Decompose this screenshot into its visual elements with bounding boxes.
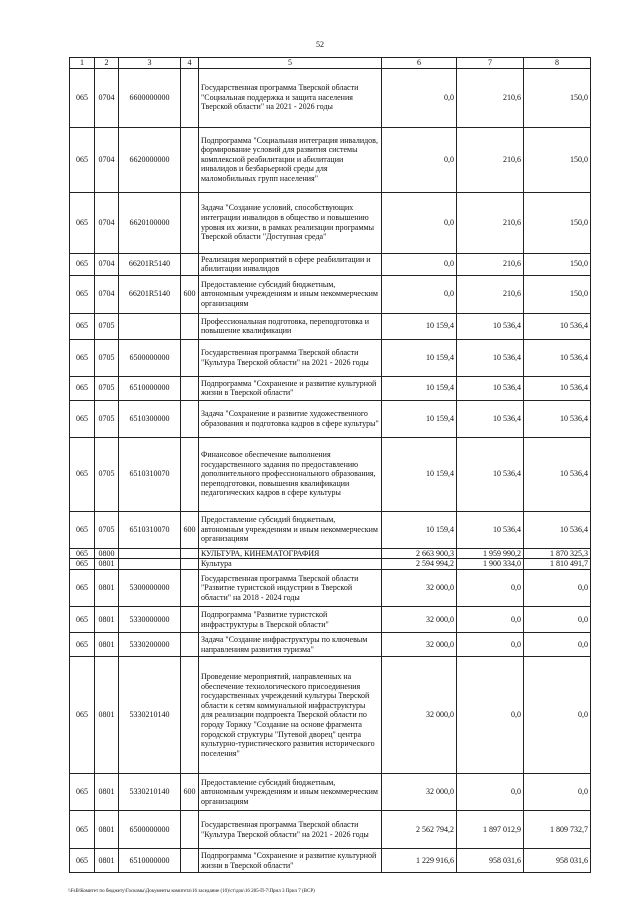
cell-name: Государственная программа Тверской области "Культура Тверской области" на 2021 - 2026 годы	[199, 811, 382, 849]
cell-value-col6: 32 000,0	[382, 570, 457, 607]
cell-section-code: 0801	[95, 849, 119, 873]
table-row	[70, 811, 591, 849]
cell-expense-type	[181, 849, 199, 873]
cell-value-col7: 210,6	[457, 68, 524, 127]
cell-value-col8: 1 810 491,7	[524, 559, 591, 570]
table-row	[70, 511, 591, 548]
cell-value-col7: 0,0	[457, 607, 524, 633]
cell-value-col7: 0,0	[457, 657, 524, 774]
cell-section-code: 0705	[95, 437, 119, 511]
cell-expense-type	[181, 548, 199, 559]
cell-value-col6: 0,0	[382, 68, 457, 127]
cell-value-col7: 10 536,4	[457, 376, 524, 400]
cell-target-code: 6510310070	[119, 511, 181, 548]
cell-value-col8: 958 031,6	[524, 849, 591, 873]
cell-section-code: 0801	[95, 570, 119, 607]
cell-section-code: 0801	[95, 607, 119, 633]
cell-value-col7: 210,6	[457, 253, 524, 275]
cell-target-code: 66201R5140	[119, 275, 181, 313]
cell-admin-code: 065	[70, 570, 95, 607]
cell-value-col8: 1 870 325,3	[524, 548, 591, 559]
cell-target-code: 5330210140	[119, 774, 181, 811]
cell-target-code	[119, 313, 181, 339]
column-number: 7	[457, 58, 524, 69]
cell-value-col8: 10 536,4	[524, 339, 591, 376]
cell-value-col7: 10 536,4	[457, 437, 524, 511]
cell-name: Предоставление субсидий бюджетным, автономным учреждениям и иным некоммерческим организациям	[199, 774, 382, 811]
cell-section-code: 0704	[95, 127, 119, 192]
cell-admin-code: 065	[70, 376, 95, 400]
cell-name: Реализация мероприятий в сфере реабилитации и абилитации инвалидов	[199, 253, 382, 275]
cell-value-col6: 2 562 794,2	[382, 811, 457, 849]
cell-target-code: 5300000000	[119, 570, 181, 607]
column-number: 1	[70, 58, 95, 69]
cell-expense-type	[181, 127, 199, 192]
cell-value-col8: 0,0	[524, 657, 591, 774]
table-row	[70, 657, 591, 774]
cell-value-col6: 10 159,4	[382, 400, 457, 437]
table-row	[70, 633, 591, 657]
cell-value-col8: 10 536,4	[524, 511, 591, 548]
cell-value-col7: 1 897 012,9	[457, 811, 524, 849]
table-row	[70, 127, 591, 192]
cell-admin-code: 065	[70, 437, 95, 511]
cell-section-code: 0801	[95, 633, 119, 657]
table-row	[70, 570, 591, 607]
cell-admin-code: 065	[70, 253, 95, 275]
cell-section-code: 0704	[95, 275, 119, 313]
cell-name: Подпрограмма "Сохранение и развитие культурной жизни в Тверской области"	[199, 849, 382, 873]
cell-value-col6: 2 663 900,3	[382, 548, 457, 559]
cell-section-code: 0704	[95, 68, 119, 127]
cell-section-code: 0801	[95, 657, 119, 774]
cell-admin-code: 065	[70, 339, 95, 376]
table-row	[70, 607, 591, 633]
cell-target-code: 6510000000	[119, 376, 181, 400]
cell-admin-code: 065	[70, 68, 95, 127]
column-number: 5	[199, 58, 382, 69]
cell-section-code: 0705	[95, 376, 119, 400]
cell-value-col8: 0,0	[524, 774, 591, 811]
cell-section-code: 0705	[95, 400, 119, 437]
table-header-row	[70, 58, 591, 69]
cell-name: Государственная программа Тверской области "Социальная поддержка и защита населения Тверской области" на 2021 - 2026 годы	[199, 68, 382, 127]
table-row	[70, 437, 591, 511]
cell-target-code: 66201R5140	[119, 253, 181, 275]
cell-value-col8: 150,0	[524, 127, 591, 192]
table-row	[70, 849, 591, 873]
cell-name: Подпрограмма "Сохранение и развитие культурной жизни в Тверской области"	[199, 376, 382, 400]
page-number: 52	[316, 40, 324, 49]
cell-target-code	[119, 548, 181, 559]
cell-name: Культура	[199, 559, 382, 570]
cell-name: КУЛЬТУРА, КИНЕМАТОГРАФИЯ	[199, 548, 382, 559]
cell-value-col7: 210,6	[457, 275, 524, 313]
cell-value-col7: 0,0	[457, 633, 524, 657]
cell-expense-type	[181, 192, 199, 253]
column-number: 2	[95, 58, 119, 69]
cell-section-code: 0705	[95, 313, 119, 339]
cell-expense-type: 600	[181, 275, 199, 313]
column-number: 4	[181, 58, 199, 69]
cell-value-col7: 210,6	[457, 192, 524, 253]
cell-target-code: 6620100000	[119, 192, 181, 253]
cell-expense-type	[181, 570, 199, 607]
cell-value-col7: 1 900 334,0	[457, 559, 524, 570]
table-row	[70, 313, 591, 339]
cell-value-col6: 10 159,4	[382, 437, 457, 511]
cell-admin-code: 065	[70, 633, 95, 657]
table-row	[70, 275, 591, 313]
cell-value-col7: 1 959 990,2	[457, 548, 524, 559]
cell-value-col8: 1 809 732,7	[524, 811, 591, 849]
column-number: 6	[382, 58, 457, 69]
table-row	[70, 192, 591, 253]
cell-expense-type	[181, 313, 199, 339]
cell-value-col8: 10 536,4	[524, 400, 591, 437]
cell-name: Государственная программа Тверской области "Культура Тверской области" на 2021 - 2026 годы	[199, 339, 382, 376]
cell-expense-type: 600	[181, 774, 199, 811]
cell-value-col6: 0,0	[382, 253, 457, 275]
cell-name: Профессиональная подготовка, переподготовка и повышение квалификации	[199, 313, 382, 339]
cell-value-col6: 0,0	[382, 127, 457, 192]
cell-admin-code: 065	[70, 607, 95, 633]
cell-expense-type	[181, 607, 199, 633]
cell-value-col6: 0,0	[382, 275, 457, 313]
cell-value-col8: 10 536,4	[524, 313, 591, 339]
cell-name: Подпрограмма "Развитие туристской инфраструктуры в Тверской области"	[199, 607, 382, 633]
cell-name: Предоставление субсидий бюджетным, автономным учреждениям и иным некоммерческим организациям	[199, 275, 382, 313]
cell-section-code: 0704	[95, 253, 119, 275]
cell-target-code: 5330000000	[119, 607, 181, 633]
cell-value-col6: 0,0	[382, 192, 457, 253]
cell-value-col6: 2 594 994,2	[382, 559, 457, 570]
cell-section-code: 0705	[95, 511, 119, 548]
cell-target-code: 6620000000	[119, 127, 181, 192]
cell-target-code: 6510000000	[119, 849, 181, 873]
cell-target-code: 5330210140	[119, 657, 181, 774]
cell-target-code: 6600000000	[119, 68, 181, 127]
table-row	[70, 400, 591, 437]
column-number: 8	[524, 58, 591, 69]
cell-name: Задача "Сохранение и развитие художественного образования и подготовка кадров в сфере культуры"	[199, 400, 382, 437]
cell-admin-code: 065	[70, 192, 95, 253]
cell-value-col7: 958 031,6	[457, 849, 524, 873]
cell-value-col8: 0,0	[524, 633, 591, 657]
cell-expense-type	[181, 339, 199, 376]
cell-target-code	[119, 559, 181, 570]
cell-value-col8: 10 536,4	[524, 437, 591, 511]
table-row	[70, 339, 591, 376]
cell-admin-code: 065	[70, 313, 95, 339]
cell-target-code: 6500000000	[119, 339, 181, 376]
cell-value-col6: 10 159,4	[382, 339, 457, 376]
cell-value-col8: 0,0	[524, 570, 591, 607]
cell-value-col6: 1 229 916,6	[382, 849, 457, 873]
cell-value-col7: 0,0	[457, 774, 524, 811]
cell-name: Предоставление субсидий бюджетным, автономным учреждениям и иным некоммерческим организациям	[199, 511, 382, 548]
cell-section-code: 0704	[95, 192, 119, 253]
cell-name: Государственная программа Тверской области "Развитие туристской индустрии в Тверской области" на 2018 - 2024 годы	[199, 570, 382, 607]
cell-name: Финансовое обеспечение выполнения государственного задания по предоставлению дополнительного профессионального образования, переподготовки, повышения квалификации педагогических кадров в сфере культуры	[199, 437, 382, 511]
cell-expense-type	[181, 253, 199, 275]
cell-expense-type	[181, 376, 199, 400]
cell-expense-type	[181, 559, 199, 570]
cell-target-code: 5330200000	[119, 633, 181, 657]
cell-value-col6: 32 000,0	[382, 607, 457, 633]
cell-name: Задача "Создание условий, способствующих интеграции инвалидов в общество и повышению уровня их жизни, в рамках реализации программы Тверской области "Доступная среда"	[199, 192, 382, 253]
cell-expense-type	[181, 633, 199, 657]
cell-admin-code: 065	[70, 400, 95, 437]
cell-value-col8: 150,0	[524, 253, 591, 275]
cell-value-col6: 10 159,4	[382, 376, 457, 400]
cell-name: Подпрограмма "Социальная интеграция инвалидов, формирование условий для развития системы комплексной реабилитации и абилитации инвалидов и безбарьерной среды для маломобильных групп населения"	[199, 127, 382, 192]
cell-expense-type	[181, 437, 199, 511]
cell-section-code: 0801	[95, 774, 119, 811]
cell-section-code: 0800	[95, 548, 119, 559]
cell-target-code: 6500000000	[119, 811, 181, 849]
cell-admin-code: 065	[70, 774, 95, 811]
cell-value-col8: 0,0	[524, 607, 591, 633]
cell-admin-code: 065	[70, 275, 95, 313]
footer-file-path: \\FsB\Комитет по бюджету\Госкомы\Документы комитета\16 заседание (10)\ст\док\16 285-П-7\Прил 3 Прил 7 (ВСР)	[68, 889, 315, 894]
cell-name: Проведение мероприятий, направленных на обеспечение технологического присоединения государственных учреждений культуры Тверской области к сетям коммунальной инфраструктуры для реализации подпроекта Тверской области по городу Торжку "Создание на основе фрагмента городской структуры "Путевой дворец" центра культурно-туристического развития исторического поселения"	[199, 657, 382, 774]
table-row	[70, 68, 591, 127]
cell-value-col8: 150,0	[524, 275, 591, 313]
cell-section-code: 0801	[95, 811, 119, 849]
cell-value-col6: 32 000,0	[382, 657, 457, 774]
table-row	[70, 253, 591, 275]
cell-expense-type	[181, 400, 199, 437]
cell-section-code: 0705	[95, 339, 119, 376]
cell-value-col6: 10 159,4	[382, 511, 457, 548]
cell-value-col6: 32 000,0	[382, 774, 457, 811]
cell-value-col7: 10 536,4	[457, 511, 524, 548]
cell-expense-type: 600	[181, 511, 199, 548]
cell-admin-code: 065	[70, 657, 95, 774]
cell-value-col7: 0,0	[457, 570, 524, 607]
cell-value-col7: 10 536,4	[457, 313, 524, 339]
cell-admin-code: 065	[70, 548, 95, 559]
table-row	[70, 559, 591, 570]
cell-target-code: 6510310070	[119, 437, 181, 511]
cell-admin-code: 065	[70, 559, 95, 570]
table-row	[70, 376, 591, 400]
cell-target-code: 6510300000	[119, 400, 181, 437]
cell-expense-type	[181, 811, 199, 849]
cell-admin-code: 065	[70, 127, 95, 192]
cell-admin-code: 065	[70, 511, 95, 548]
cell-value-col6: 10 159,4	[382, 313, 457, 339]
cell-expense-type	[181, 68, 199, 127]
cell-value-col7: 10 536,4	[457, 339, 524, 376]
cell-section-code: 0801	[95, 559, 119, 570]
cell-value-col7: 10 536,4	[457, 400, 524, 437]
cell-value-col6: 32 000,0	[382, 633, 457, 657]
cell-value-col8: 150,0	[524, 192, 591, 253]
cell-value-col7: 210,6	[457, 127, 524, 192]
cell-expense-type	[181, 657, 199, 774]
cell-admin-code: 065	[70, 849, 95, 873]
table-row	[70, 548, 591, 559]
cell-admin-code: 065	[70, 811, 95, 849]
budget-table	[69, 57, 591, 873]
cell-value-col8: 10 536,4	[524, 376, 591, 400]
cell-value-col8: 150,0	[524, 68, 591, 127]
cell-name: Задача "Создание инфраструктуры по ключевым направлениям развития туризма"	[199, 633, 382, 657]
column-number: 3	[119, 58, 181, 69]
table-row	[70, 774, 591, 811]
